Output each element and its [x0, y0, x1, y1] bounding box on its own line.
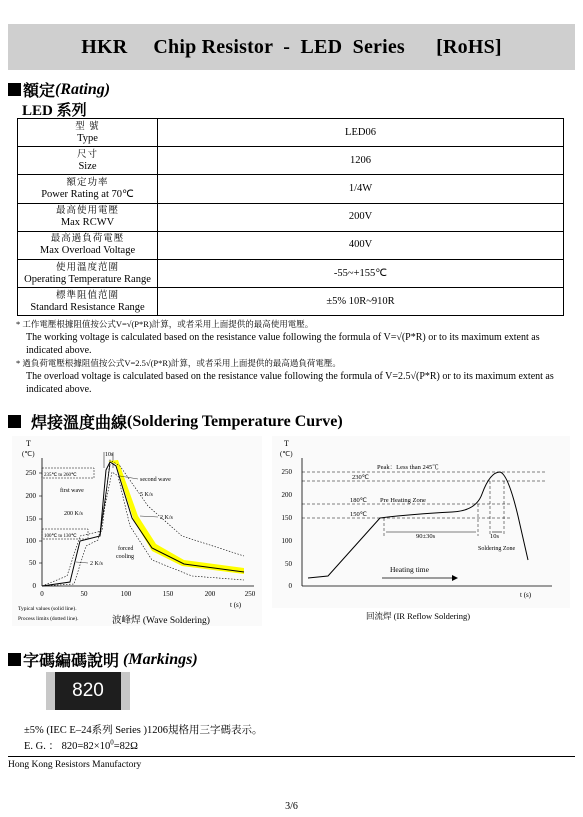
page-title: HKR Chip Resistor - LED Series [RoHS]	[8, 24, 575, 70]
led-series-heading: LED 系列	[22, 103, 87, 119]
wave-label-5ks: 5 K/s	[140, 492, 153, 498]
rating-table	[17, 118, 564, 316]
rating-row	[18, 147, 564, 175]
markings-example-suffix: =82Ω	[113, 741, 138, 752]
wave-xtick: 150	[162, 590, 174, 598]
reflow-caption-en: (IR Reflow Soldering)	[393, 611, 471, 621]
wave-label-range2: 100℃ to 130℃	[44, 534, 77, 539]
reflow-ytick: 50	[285, 560, 292, 568]
wave-xunit: t (s)	[230, 601, 242, 609]
wave-ytick: 100	[25, 537, 36, 545]
wave-label-2ks-b: 2 K/s	[90, 561, 103, 567]
wave-ytick: 250	[25, 469, 36, 477]
rating-label-zh: 使用溫度范圍	[55, 262, 119, 273]
rating-row	[18, 175, 564, 203]
rating-label-cell	[18, 175, 158, 203]
wave-xtick: 50	[80, 590, 88, 598]
reflow-soldering-svg	[272, 436, 570, 608]
wave-xtick: 100	[120, 590, 132, 598]
wave-xtick: 0	[40, 590, 44, 598]
rating-row	[18, 259, 564, 287]
rating-value-cell: ±5% 10R~910R	[158, 288, 564, 316]
wave-ytick: 200	[25, 492, 36, 500]
soldering-heading-en: (Soldering Temperature Curve)	[127, 412, 343, 430]
note1-zh: * 工作電壓根據阻值按公式V=√(P*R)計算，或者采用上面提供的最高使用電壓。	[16, 319, 314, 329]
soldering-heading-zh: 焊接溫度曲線	[31, 415, 128, 432]
wave-legend-typical: Typical values (solid line).	[18, 606, 77, 612]
rating-row	[18, 203, 564, 231]
note2-en: The overload voltage is calculated based on the resistance value following the formula of V=2.5√(P*R) or to its maximum extent as indicated above.	[26, 371, 554, 395]
rating-label-en: Operating Temperature Range	[24, 273, 151, 285]
wave-ytick: 0	[32, 582, 36, 590]
reflow-ytick: 100	[281, 537, 292, 545]
square-bullet-icon	[8, 653, 21, 666]
wave-label-second-wave: second wave	[140, 477, 171, 483]
wave-caption-zh: 波峰焊	[112, 616, 141, 626]
markings-heading-zh: 字碼編碼說明	[23, 653, 120, 670]
reflow-xunit: t (s)	[520, 591, 532, 599]
rating-value-cell: 200V	[158, 203, 564, 231]
rating-label-zh: 最高過負荷電壓	[50, 234, 125, 245]
rating-label-zh: 最高使用電壓	[55, 206, 119, 217]
rating-heading	[8, 78, 110, 101]
note-overload-voltage	[16, 357, 571, 396]
footer-divider	[8, 756, 575, 757]
rating-row	[18, 119, 564, 147]
square-bullet-icon	[8, 83, 21, 96]
rating-value-cell: -55~+155℃	[158, 259, 564, 287]
markings-example-exp: 0	[110, 738, 114, 747]
rating-label-zh: 標準阻值范圍	[55, 290, 119, 301]
rating-value-cell: 400V	[158, 231, 564, 259]
markings-line1: ±5% (IEC E–24系列 Series )1206規格用三字碼表示。	[24, 725, 263, 736]
wave-legend-limits: Process limits (dotted line).	[18, 616, 79, 622]
reflow-label-soldering-zone: Soldering Zone	[478, 546, 516, 552]
rating-label-cell	[18, 259, 158, 287]
wave-label-2ks-a: 2 K/s	[160, 515, 173, 521]
wave-xtick: 200	[204, 590, 216, 598]
rating-label-en: Max RCWV	[60, 217, 115, 229]
rating-label-en: Size	[78, 160, 97, 172]
rating-label-en: Standard Resistance Range	[30, 301, 145, 313]
markings-heading-en: (Markings)	[123, 650, 198, 668]
rating-value-cell: 1/4W	[158, 175, 564, 203]
rating-label-cell	[18, 147, 158, 175]
wave-caption	[112, 612, 210, 626]
wave-ylabel: T	[26, 439, 31, 448]
note2-zh: * 過負荷電壓根據阻值按公式V=2.5√(P*R)計算，或者采用上面提供的最高過負荷電壓。	[16, 358, 341, 368]
chip-code: 820	[72, 680, 104, 701]
rating-value-cell: LED06	[158, 119, 564, 147]
wave-label-cooling: cooling	[116, 554, 134, 560]
wave-soldering-chart	[12, 436, 262, 626]
rating-heading-zh: 額定	[23, 83, 56, 100]
note-working-voltage	[16, 318, 571, 357]
reflow-caption	[366, 610, 470, 622]
square-bullet-icon	[8, 415, 21, 428]
page-number: 3/6	[285, 801, 298, 812]
rating-label-en: Type	[77, 132, 98, 144]
reflow-label-180: 180℃	[350, 497, 368, 504]
reflow-ytick: 0	[288, 582, 292, 590]
reflow-label-peak: Peak：Less than 245℃	[377, 464, 439, 471]
chip-terminal-left	[46, 672, 55, 710]
reflow-label-heating-time: Heating time	[390, 565, 429, 574]
note1-en: The working voltage is calculated based on the resistance value following the formula of V=√(P*R) or to its maximum extent as indicated above.	[26, 332, 540, 356]
wave-label-first-wave: first wave	[60, 488, 84, 494]
rating-label-en: Max Overload Voltage	[39, 245, 136, 257]
rating-value-cell: 1206	[158, 147, 564, 175]
reflow-label-150: 150℃	[350, 511, 368, 518]
soldering-heading	[8, 410, 343, 433]
rating-label-cell	[18, 288, 158, 316]
reflow-label-preheat: Pre Heating Zone	[380, 497, 426, 504]
rating-label-zh: 尺寸	[76, 149, 98, 160]
wave-ytick: 150	[25, 515, 36, 523]
rating-row	[18, 231, 564, 259]
rating-heading-en: (Rating)	[55, 80, 111, 98]
wave-label-10s: 10s	[105, 452, 114, 458]
wave-caption-en: (Wave Soldering)	[142, 616, 210, 626]
reflow-label-90s: 90±30s	[416, 533, 436, 540]
reflow-label-10s: 10s	[490, 533, 500, 540]
wave-ytick: 50	[29, 559, 36, 567]
reflow-ylabel: T	[284, 439, 289, 448]
reflow-label-230: 230℃	[352, 474, 370, 481]
reflow-ytick: 250	[281, 468, 292, 476]
markings-heading	[8, 648, 198, 671]
reflow-soldering-chart	[272, 436, 570, 608]
wave-label-200ks: 200 K/s	[64, 511, 83, 517]
rating-label-zh: 型 號	[75, 121, 100, 132]
rating-row	[18, 288, 564, 316]
markings-example-prefix: E. G. ： 820=82×10	[24, 741, 111, 752]
chip-terminal-right	[121, 672, 130, 710]
wave-label-forced: forced	[118, 546, 134, 552]
reflow-yunit: (℃)	[280, 450, 293, 458]
wave-label-range1: 235℃ to 260℃	[44, 473, 77, 478]
reflow-ytick: 200	[281, 491, 292, 499]
rating-label-cell	[18, 231, 158, 259]
rating-label-cell	[18, 203, 158, 231]
rating-label-zh: 額定功率	[66, 177, 109, 188]
rating-label-cell	[18, 119, 158, 147]
rating-label-en: Power Rating at 70℃	[41, 188, 134, 200]
wave-yunit: (℃)	[22, 450, 35, 458]
wave-soldering-svg	[12, 436, 262, 626]
footer-company: Hong Kong Resistors Manufactory	[8, 760, 142, 770]
reflow-ytick: 150	[281, 514, 292, 522]
wave-xtick: 250	[244, 590, 256, 598]
resistor-chip	[46, 672, 130, 710]
markings-example	[24, 738, 138, 753]
reflow-caption-zh: 回流焊	[366, 611, 392, 621]
